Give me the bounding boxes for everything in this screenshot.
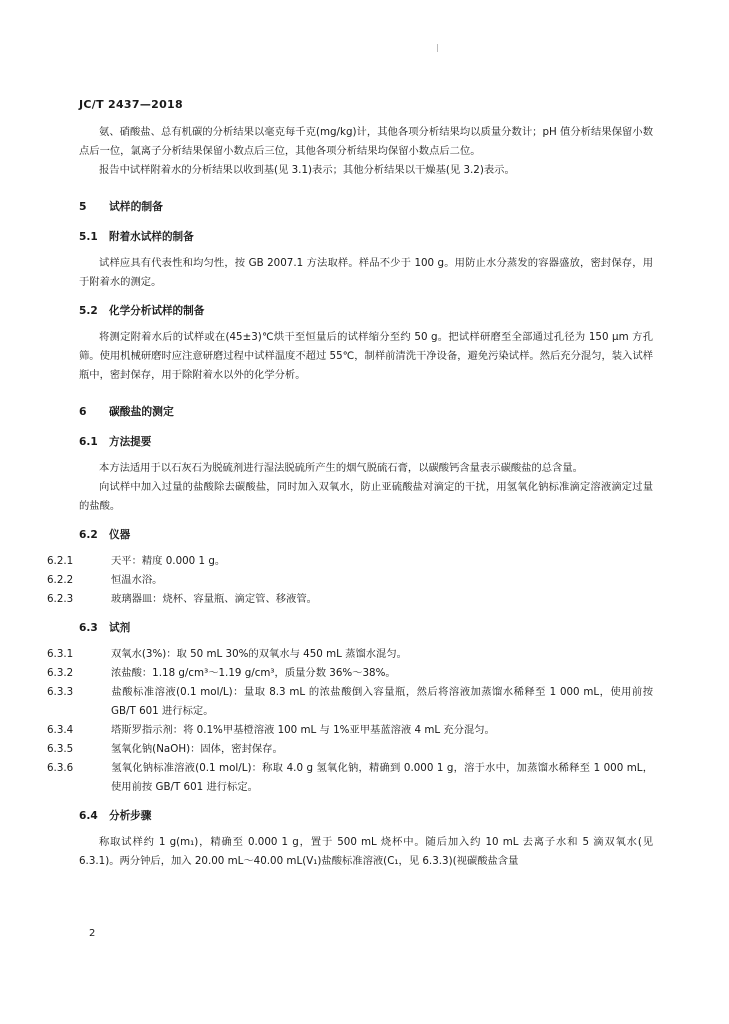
list-item: 6.3.6 氢氧化钠标准溶液(0.1 mol/L)：称取 4.0 g 氢氧化钠，精确到 0.000 1 g，溶于水中，加蒸馏水稀释至 1 000 mL，使用前按 GB/T 601 进行标定。 [47, 762, 653, 793]
list-item: 6.3.1 双氧水(3%)：取 50 mL 30%的双氧水与 450 mL 蒸馏水混匀。 [47, 648, 407, 660]
list-item: 6.3.2 浓盐酸：1.18 g/cm³～1.19 g/cm³，质量分数 36%～38%。 [47, 667, 396, 679]
scan-mark [437, 44, 438, 52]
section-5-2-text: 将测定附着水后的试样或在(45±3)℃烘干至恒量后的试样缩分至约 50 g。把试样研磨至全部通过孔径为 150 μm 方孔筛。使用机械研磨时应注意研磨过程中试样温度不超过 55℃，制样前清洗干净设备，避免污染试样。然后充分混匀，装入试样瓶中，密封保存，用于除附着水以外的化学分析。 [79, 331, 653, 381]
section-5-2-heading: 5.2 化学分析试样的制备 [79, 305, 205, 317]
list-item: 6.3.5 氢氧化钠(NaOH)：固体，密封保存。 [47, 743, 283, 755]
paragraph-basis: 报告中试样附着水的分析结果以收到基(见 3.1)表示；其他分析结果以干燥基(见 3.2)表示。 [99, 164, 515, 176]
standard-code: JC/T 2437—2018 [79, 98, 183, 111]
list-item: 6.2.3 玻璃器皿：烧杯、容量瓶、滴定管、移液管。 [47, 593, 317, 605]
list-item: 6.2.2 恒温水浴。 [47, 574, 163, 586]
section-6-4-heading: 6.4 分析步骤 [79, 810, 152, 822]
section-6-1-heading: 6.1 方法提要 [79, 436, 152, 448]
page-content [47, 123, 653, 871]
list-item: 6.3.3 盐酸标准溶液(0.1 mol/L)：量取 8.3 mL 的浓盐酸倒入容量瓶，然后将溶液加蒸馏水稀释至 1 000 mL，使用前按 GB/T 601 进行标定。 [47, 686, 653, 717]
section-5-heading: 5 试样的制备 [79, 200, 163, 213]
section-6-2-heading: 6.2 仪器 [79, 529, 131, 541]
section-5-1-heading: 5.1 附着水试样的制备 [79, 231, 194, 243]
page-number: 2 [89, 928, 96, 939]
section-5-1-text: 试样应具有代表性和均匀性，按 GB 2007.1 方法取样。样品不少于 100 g。用防止水分蒸发的容器盛放，密封保存，用于附着水的测定。 [79, 257, 653, 288]
list-item: 6.2.1 天平：精度 0.000 1 g。 [47, 555, 226, 567]
section-6-heading: 6 碳酸盐的测定 [79, 405, 174, 418]
section-6-4-text: 称取试样约 1 g(m₁)，精确至 0.000 1 g，置于 500 mL 烧杯中。随后加入约 10 mL 去离子水和 5 滴双氧水(见 6.3.1)。两分钟后，加入 20.00 mL～40.00 mL(V₁)盐酸标准溶液(C₁，见 6.3.3)(视碳酸盐含量 [79, 836, 653, 867]
section-6-1-text-1: 本方法适用于以石灰石为脱硫剂进行湿法脱硫所产生的烟气脱硫石膏，以碳酸钙含量表示碳酸盐的总含量。 [99, 462, 583, 474]
paragraph-units: 氨、硝酸盐、总有机碳的分析结果以毫克每千克(mg/kg)计，其他各项分析结果均以质量分数计；pH 值分析结果保留小数点后一位，氯离子分析结果保留小数点后三位，其他各项分析结果均保留小数点后二位。 [79, 126, 653, 157]
section-6-3-heading: 6.3 试剂 [79, 622, 131, 634]
list-item: 6.3.4 塔斯罗指示剂：将 0.1%甲基橙溶液 100 mL 与 1%亚甲基蓝溶液 4 mL 充分混匀。 [47, 724, 495, 736]
section-6-1-text-2: 向试样中加入过量的盐酸除去碳酸盐，同时加入双氧水，防止亚硫酸盐对滴定的干扰，用氢氧化钠标准滴定溶液滴定过量的盐酸。 [79, 481, 653, 512]
